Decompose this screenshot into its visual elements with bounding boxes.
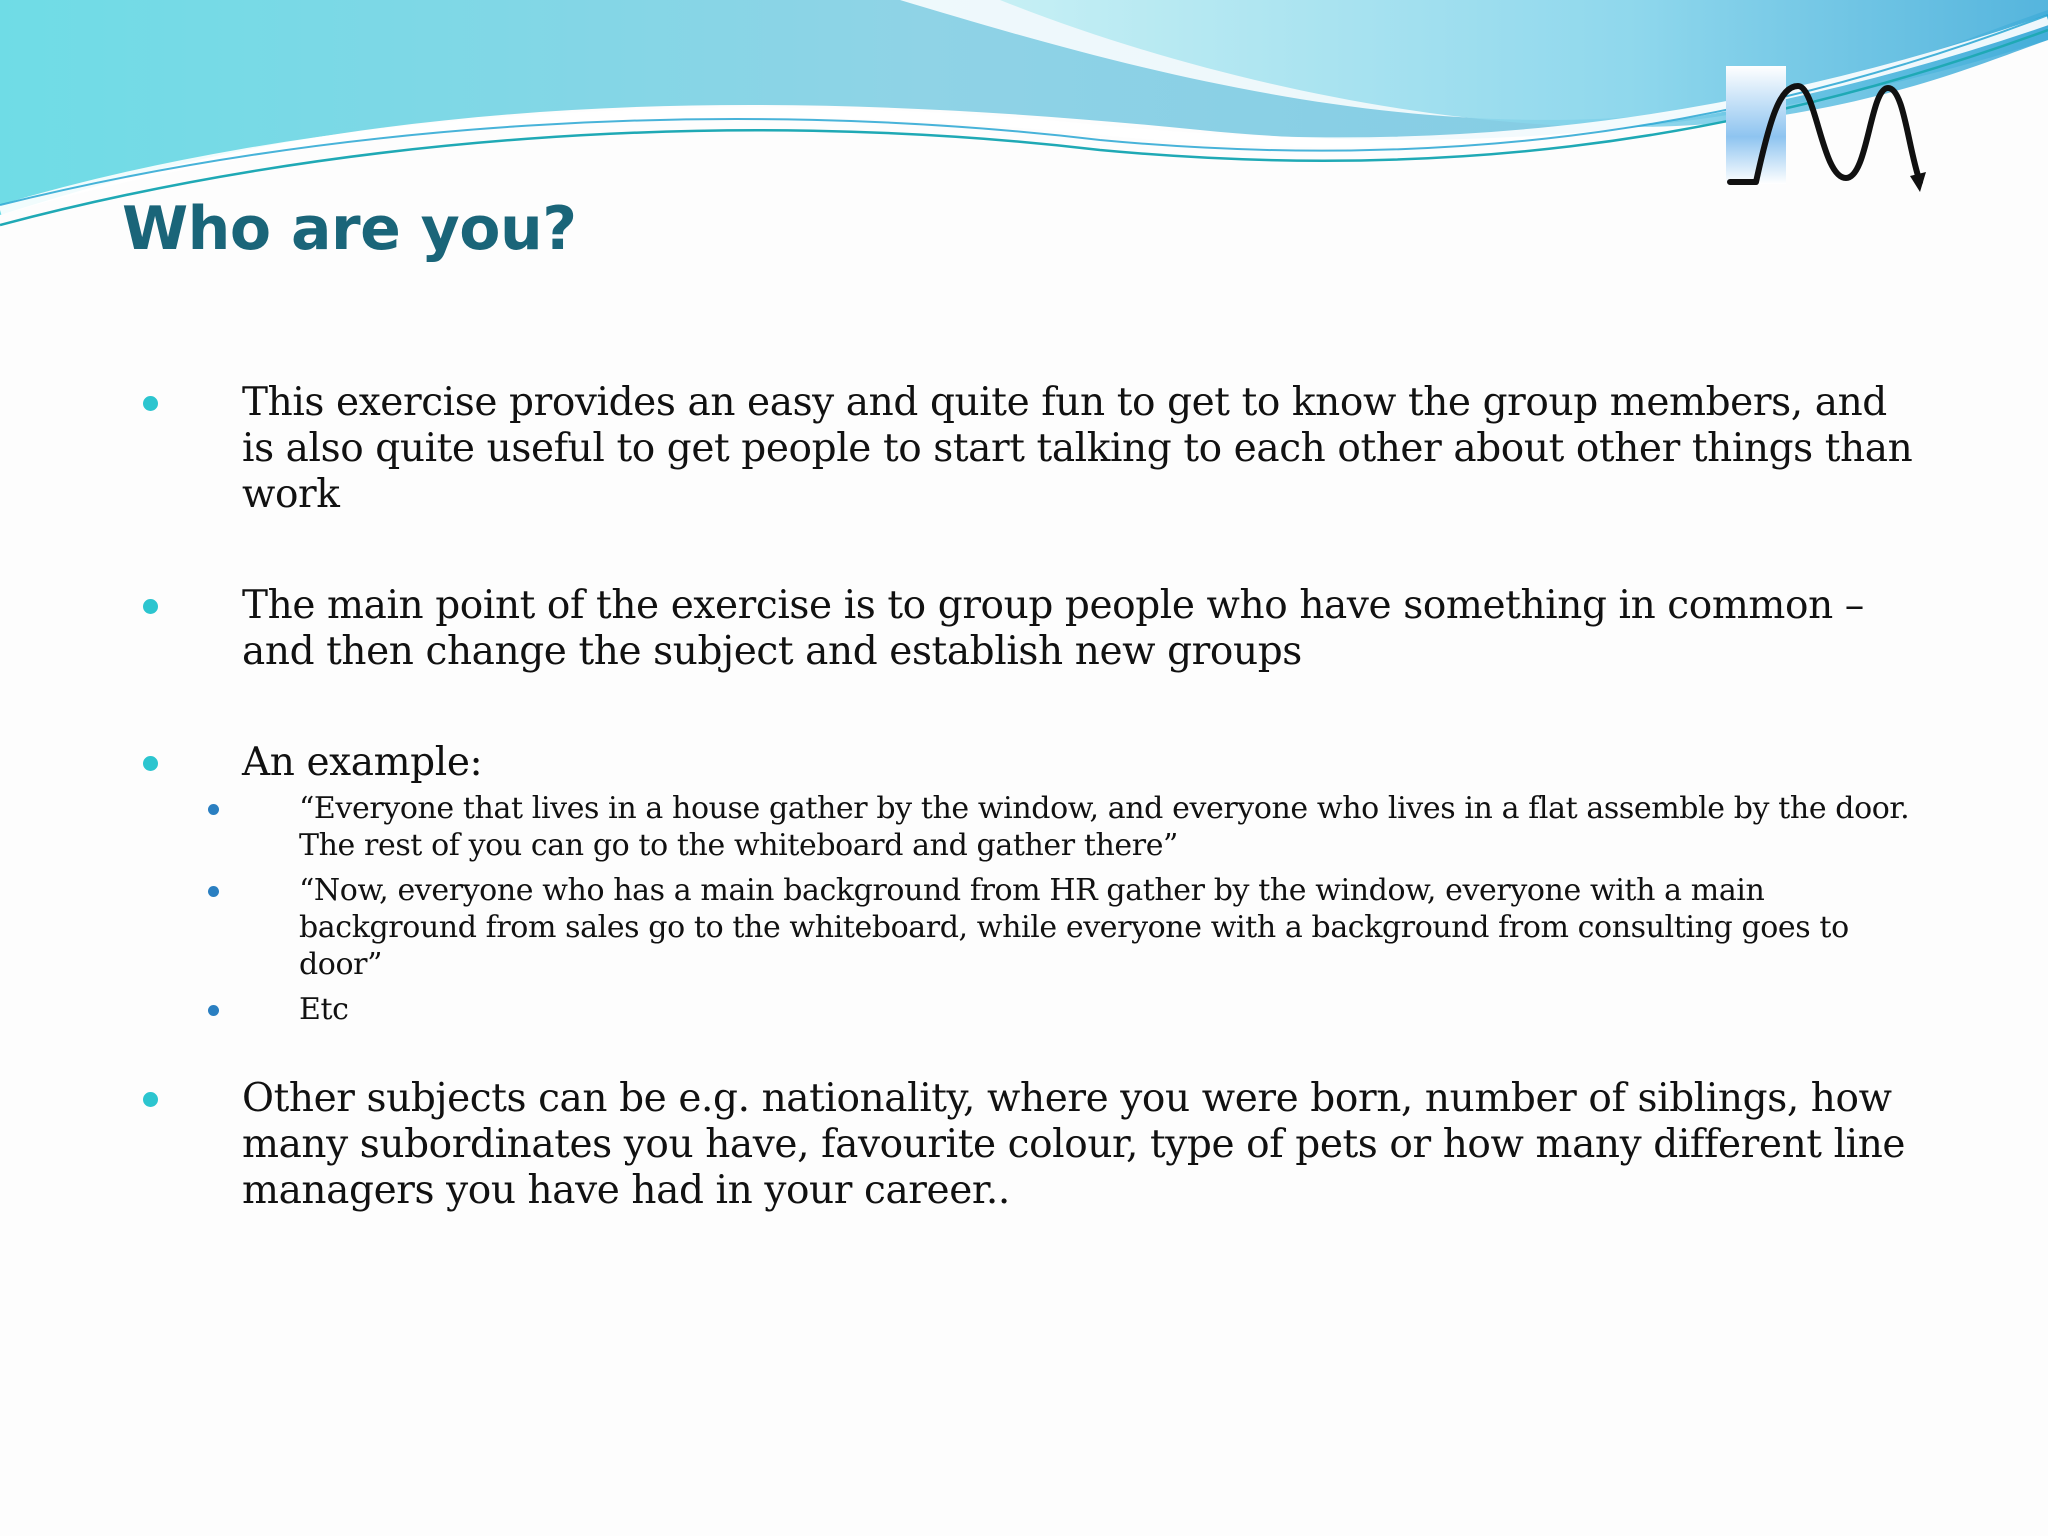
- sub-bullet-text: “Everyone that lives in a house gather by the window, and everyone who lives in a flat assemble by the door. The rest of you can go to the whiteboard and gather there”: [299, 791, 1910, 863]
- bullet-text: An example:: [242, 740, 483, 785]
- slide-content: [0, 380, 2048, 1214]
- bullet-icon: [143, 756, 158, 771]
- bullet-icon: [143, 1092, 158, 1107]
- bullet-text: Other subjects can be e.g. nationality, where you were born, number of siblings, how many subordinates you have, favourite colour, type of pets or how many different line managers you have had in your career..: [242, 1076, 1906, 1213]
- bullet-icon: [143, 599, 158, 614]
- bullet-item: [242, 583, 1922, 675]
- page-title: Who are you?: [122, 194, 577, 264]
- bullet-text: This exercise provides an easy and quite fun to get to know the group members, and is also quite useful to get people to start talking to each other about other things than work: [242, 380, 1913, 517]
- sub-bullet-icon: [208, 1005, 219, 1016]
- sub-bullet-icon: [208, 804, 219, 815]
- wave-arrow-logo: [1718, 58, 1950, 198]
- bullet-item: [242, 380, 1922, 518]
- sub-bullet-item: [299, 790, 1919, 864]
- sub-bullet-text: Etc: [299, 992, 349, 1027]
- bullet-item: [242, 1076, 1922, 1214]
- sub-bullet-item: [299, 991, 1919, 1028]
- sub-bullet-text: “Now, everyone who has a main background from HR gather by the window, everyone with a main background from sales go to the whiteboard, while everyone with a background from consulting goes to door”: [299, 873, 1849, 982]
- bullet-item: [242, 740, 1922, 786]
- bullet-text: The main point of the exercise is to group people who have something in common – and then change the subject and establish new groups: [242, 583, 1864, 674]
- bullet-icon: [143, 396, 158, 411]
- sub-bullet-icon: [208, 886, 219, 897]
- sub-bullet-item: [299, 872, 1919, 983]
